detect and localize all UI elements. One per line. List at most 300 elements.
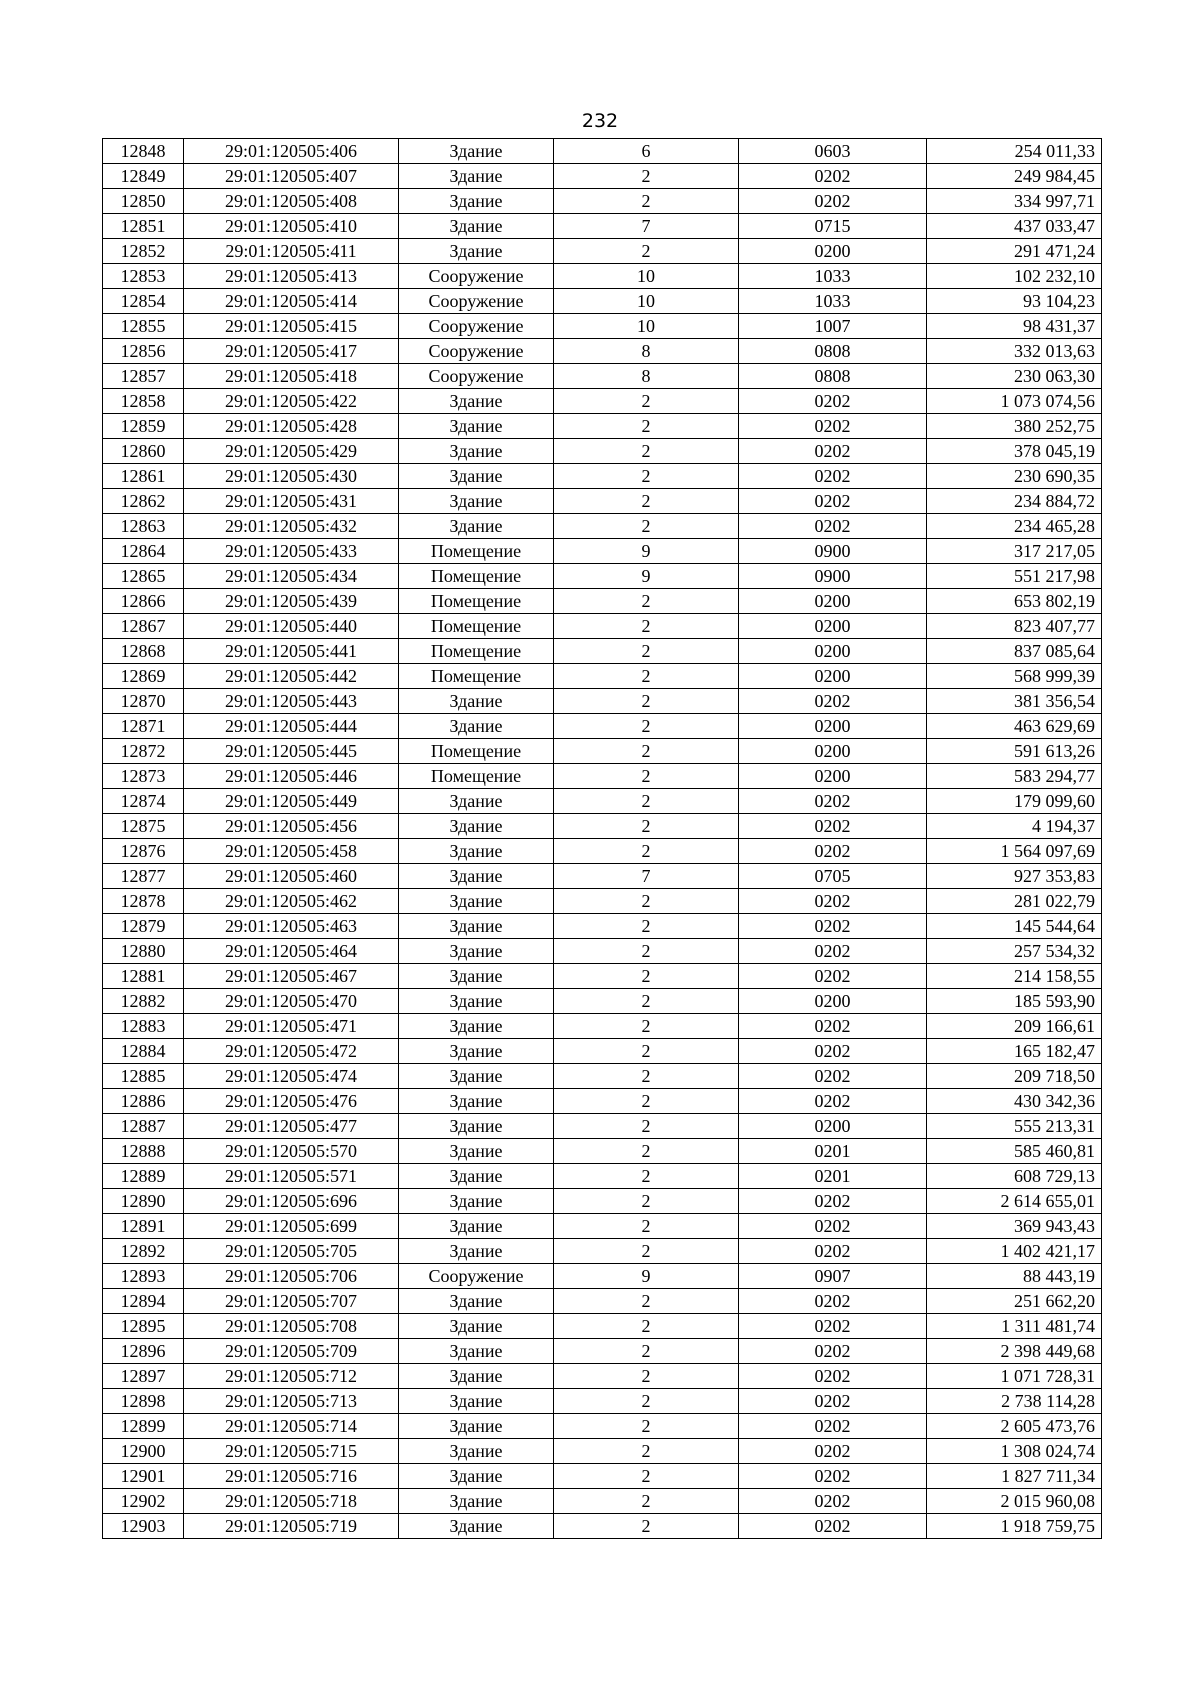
row-number-cell: 12853 bbox=[103, 264, 184, 289]
row-number-cell: 12874 bbox=[103, 789, 184, 814]
row-number-cell: 12849 bbox=[103, 164, 184, 189]
cadastral-number-cell: 29:01:120505:456 bbox=[184, 814, 399, 839]
object-type-cell: Здание bbox=[399, 1439, 554, 1464]
object-type-cell: Здание bbox=[399, 864, 554, 889]
cadastral-value-cell: 249 984,45 bbox=[927, 164, 1102, 189]
object-type-cell: Здание bbox=[399, 789, 554, 814]
cadastral-number-cell: 29:01:120505:462 bbox=[184, 889, 399, 914]
group-cell: 2 bbox=[554, 789, 739, 814]
row-number-cell: 12895 bbox=[103, 1314, 184, 1339]
object-type-cell: Здание bbox=[399, 1114, 554, 1139]
code-cell: 0202 bbox=[739, 889, 927, 914]
object-type-cell: Здание bbox=[399, 1364, 554, 1389]
table-row bbox=[103, 939, 1102, 964]
row-number-cell: 12855 bbox=[103, 314, 184, 339]
cadastral-value-cell: 185 593,90 bbox=[927, 989, 1102, 1014]
cadastral-number-cell: 29:01:120505:716 bbox=[184, 1464, 399, 1489]
row-number-cell: 12857 bbox=[103, 364, 184, 389]
code-cell: 0202 bbox=[739, 914, 927, 939]
row-number-cell: 12899 bbox=[103, 1414, 184, 1439]
cadastral-number-cell: 29:01:120505:458 bbox=[184, 839, 399, 864]
table-row bbox=[103, 889, 1102, 914]
object-type-cell: Здание bbox=[399, 1064, 554, 1089]
cadastral-value-cell: 88 443,19 bbox=[927, 1264, 1102, 1289]
row-number-cell: 12850 bbox=[103, 189, 184, 214]
table-row bbox=[103, 314, 1102, 339]
row-number-cell: 12880 bbox=[103, 939, 184, 964]
code-cell: 0808 bbox=[739, 364, 927, 389]
row-number-cell: 12883 bbox=[103, 1014, 184, 1039]
cadastral-number-cell: 29:01:120505:467 bbox=[184, 964, 399, 989]
group-cell: 2 bbox=[554, 814, 739, 839]
table-row bbox=[103, 414, 1102, 439]
code-cell: 0900 bbox=[739, 564, 927, 589]
group-cell: 2 bbox=[554, 1089, 739, 1114]
code-cell: 0202 bbox=[739, 1389, 927, 1414]
object-type-cell: Сооружение bbox=[399, 1264, 554, 1289]
code-cell: 0202 bbox=[739, 514, 927, 539]
row-number-cell: 12875 bbox=[103, 814, 184, 839]
cadastral-number-cell: 29:01:120505:441 bbox=[184, 639, 399, 664]
object-type-cell: Здание bbox=[399, 1289, 554, 1314]
table-row bbox=[103, 1364, 1102, 1389]
table-row bbox=[103, 964, 1102, 989]
table-row bbox=[103, 789, 1102, 814]
cadastral-value-cell: 2 605 473,76 bbox=[927, 1414, 1102, 1439]
cadastral-number-cell: 29:01:120505:417 bbox=[184, 339, 399, 364]
object-type-cell: Помещение bbox=[399, 589, 554, 614]
cadastral-number-cell: 29:01:120505:460 bbox=[184, 864, 399, 889]
row-number-cell: 12869 bbox=[103, 664, 184, 689]
row-number-cell: 12892 bbox=[103, 1239, 184, 1264]
code-cell: 0200 bbox=[739, 989, 927, 1014]
row-number-cell: 12900 bbox=[103, 1439, 184, 1464]
object-type-cell: Здание bbox=[399, 889, 554, 914]
code-cell: 0200 bbox=[739, 1114, 927, 1139]
cadastral-number-cell: 29:01:120505:418 bbox=[184, 364, 399, 389]
table-row bbox=[103, 364, 1102, 389]
object-type-cell: Здание bbox=[399, 714, 554, 739]
cadastral-value-cell: 254 011,33 bbox=[927, 139, 1102, 164]
cadastral-number-cell: 29:01:120505:464 bbox=[184, 939, 399, 964]
cadastral-value-cell: 608 729,13 bbox=[927, 1164, 1102, 1189]
table-row bbox=[103, 214, 1102, 239]
code-cell: 0201 bbox=[739, 1164, 927, 1189]
group-cell: 8 bbox=[554, 339, 739, 364]
table-row bbox=[103, 1089, 1102, 1114]
table-row bbox=[103, 714, 1102, 739]
code-cell: 0202 bbox=[739, 1314, 927, 1339]
code-cell: 0900 bbox=[739, 539, 927, 564]
cadastral-number-cell: 29:01:120505:449 bbox=[184, 789, 399, 814]
cadastral-value-cell: 165 182,47 bbox=[927, 1039, 1102, 1064]
cadastral-number-cell: 29:01:120505:439 bbox=[184, 589, 399, 614]
table-row bbox=[103, 1164, 1102, 1189]
cadastral-value-cell: 1 308 024,74 bbox=[927, 1439, 1102, 1464]
cadastral-value-cell: 93 104,23 bbox=[927, 289, 1102, 314]
code-cell: 0202 bbox=[739, 789, 927, 814]
object-type-cell: Здание bbox=[399, 1214, 554, 1239]
table-row bbox=[103, 489, 1102, 514]
code-cell: 0200 bbox=[739, 764, 927, 789]
table-row bbox=[103, 1189, 1102, 1214]
object-type-cell: Здание bbox=[399, 689, 554, 714]
code-cell: 0202 bbox=[739, 189, 927, 214]
object-type-cell: Здание bbox=[399, 214, 554, 239]
cadastral-number-cell: 29:01:120505:407 bbox=[184, 164, 399, 189]
row-number-cell: 12872 bbox=[103, 739, 184, 764]
object-type-cell: Здание bbox=[399, 389, 554, 414]
table-row bbox=[103, 1239, 1102, 1264]
cadastral-number-cell: 29:01:120505:463 bbox=[184, 914, 399, 939]
table-row bbox=[103, 614, 1102, 639]
code-cell: 0202 bbox=[739, 1039, 927, 1064]
cadastral-number-cell: 29:01:120505:696 bbox=[184, 1189, 399, 1214]
group-cell: 2 bbox=[554, 389, 739, 414]
object-type-cell: Сооружение bbox=[399, 289, 554, 314]
group-cell: 2 bbox=[554, 589, 739, 614]
group-cell: 2 bbox=[554, 164, 739, 189]
table-row bbox=[103, 814, 1102, 839]
group-cell: 2 bbox=[554, 1364, 739, 1389]
cadastral-number-cell: 29:01:120505:445 bbox=[184, 739, 399, 764]
cadastral-number-cell: 29:01:120505:712 bbox=[184, 1364, 399, 1389]
table-body bbox=[103, 139, 1102, 1539]
object-type-cell: Здание bbox=[399, 239, 554, 264]
code-cell: 0202 bbox=[739, 814, 927, 839]
code-cell: 0202 bbox=[739, 964, 927, 989]
cadastral-value-cell: 653 802,19 bbox=[927, 589, 1102, 614]
code-cell: 1033 bbox=[739, 289, 927, 314]
row-number-cell: 12877 bbox=[103, 864, 184, 889]
code-cell: 0202 bbox=[739, 489, 927, 514]
cadastral-number-cell: 29:01:120505:411 bbox=[184, 239, 399, 264]
table-row bbox=[103, 1064, 1102, 1089]
row-number-cell: 12887 bbox=[103, 1114, 184, 1139]
group-cell: 2 bbox=[554, 489, 739, 514]
object-type-cell: Помещение bbox=[399, 539, 554, 564]
group-cell: 2 bbox=[554, 439, 739, 464]
cadastral-value-cell: 568 999,39 bbox=[927, 664, 1102, 689]
cadastral-value-cell: 837 085,64 bbox=[927, 639, 1102, 664]
cadastral-number-cell: 29:01:120505:476 bbox=[184, 1089, 399, 1114]
table-row bbox=[103, 1139, 1102, 1164]
object-type-cell: Здание bbox=[399, 814, 554, 839]
group-cell: 2 bbox=[554, 1214, 739, 1239]
table-row bbox=[103, 264, 1102, 289]
cadastral-value-cell: 102 232,10 bbox=[927, 264, 1102, 289]
row-number-cell: 12893 bbox=[103, 1264, 184, 1289]
row-number-cell: 12888 bbox=[103, 1139, 184, 1164]
group-cell: 2 bbox=[554, 1039, 739, 1064]
code-cell: 0705 bbox=[739, 864, 927, 889]
group-cell: 10 bbox=[554, 289, 739, 314]
cadastral-number-cell: 29:01:120505:470 bbox=[184, 989, 399, 1014]
cadastral-number-cell: 29:01:120505:428 bbox=[184, 414, 399, 439]
group-cell: 8 bbox=[554, 364, 739, 389]
table-row bbox=[103, 189, 1102, 214]
row-number-cell: 12878 bbox=[103, 889, 184, 914]
cadastral-number-cell: 29:01:120505:431 bbox=[184, 489, 399, 514]
cadastral-value-table bbox=[102, 138, 1102, 1539]
cadastral-value-cell: 1 827 711,34 bbox=[927, 1464, 1102, 1489]
cadastral-number-cell: 29:01:120505:442 bbox=[184, 664, 399, 689]
group-cell: 2 bbox=[554, 1464, 739, 1489]
group-cell: 2 bbox=[554, 1139, 739, 1164]
code-cell: 0202 bbox=[739, 1014, 927, 1039]
row-number-cell: 12903 bbox=[103, 1514, 184, 1539]
object-type-cell: Здание bbox=[399, 1314, 554, 1339]
object-type-cell: Сооружение bbox=[399, 339, 554, 364]
object-type-cell: Сооружение bbox=[399, 364, 554, 389]
table-row bbox=[103, 639, 1102, 664]
code-cell: 0202 bbox=[739, 414, 927, 439]
row-number-cell: 12902 bbox=[103, 1489, 184, 1514]
row-number-cell: 12889 bbox=[103, 1164, 184, 1189]
group-cell: 2 bbox=[554, 414, 739, 439]
group-cell: 2 bbox=[554, 739, 739, 764]
cadastral-number-cell: 29:01:120505:477 bbox=[184, 1114, 399, 1139]
group-cell: 7 bbox=[554, 864, 739, 889]
cadastral-number-cell: 29:01:120505:444 bbox=[184, 714, 399, 739]
code-cell: 0202 bbox=[739, 389, 927, 414]
cadastral-number-cell: 29:01:120505:446 bbox=[184, 764, 399, 789]
cadastral-number-cell: 29:01:120505:413 bbox=[184, 264, 399, 289]
cadastral-value-cell: 209 166,61 bbox=[927, 1014, 1102, 1039]
row-number-cell: 12856 bbox=[103, 339, 184, 364]
table-row bbox=[103, 1439, 1102, 1464]
object-type-cell: Здание bbox=[399, 1414, 554, 1439]
group-cell: 2 bbox=[554, 914, 739, 939]
cadastral-number-cell: 29:01:120505:571 bbox=[184, 1164, 399, 1189]
object-type-cell: Здание bbox=[399, 939, 554, 964]
cadastral-value-cell: 230 063,30 bbox=[927, 364, 1102, 389]
code-cell: 0202 bbox=[739, 164, 927, 189]
table-row bbox=[103, 1314, 1102, 1339]
group-cell: 2 bbox=[554, 1014, 739, 1039]
group-cell: 2 bbox=[554, 839, 739, 864]
cadastral-value-cell: 214 158,55 bbox=[927, 964, 1102, 989]
cadastral-value-cell: 145 544,64 bbox=[927, 914, 1102, 939]
group-cell: 2 bbox=[554, 239, 739, 264]
object-type-cell: Помещение bbox=[399, 639, 554, 664]
cadastral-number-cell: 29:01:120505:474 bbox=[184, 1064, 399, 1089]
object-type-cell: Здание bbox=[399, 1164, 554, 1189]
group-cell: 2 bbox=[554, 1389, 739, 1414]
code-cell: 0202 bbox=[739, 1189, 927, 1214]
object-type-cell: Здание bbox=[399, 1464, 554, 1489]
object-type-cell: Здание bbox=[399, 489, 554, 514]
object-type-cell: Здание bbox=[399, 139, 554, 164]
row-number-cell: 12891 bbox=[103, 1214, 184, 1239]
cadastral-value-cell: 1 073 074,56 bbox=[927, 389, 1102, 414]
cadastral-value-cell: 291 471,24 bbox=[927, 239, 1102, 264]
cadastral-number-cell: 29:01:120505:471 bbox=[184, 1014, 399, 1039]
row-number-cell: 12863 bbox=[103, 514, 184, 539]
group-cell: 2 bbox=[554, 464, 739, 489]
table-row bbox=[103, 239, 1102, 264]
row-number-cell: 12861 bbox=[103, 464, 184, 489]
code-cell: 1007 bbox=[739, 314, 927, 339]
cadastral-value-cell: 555 213,31 bbox=[927, 1114, 1102, 1139]
group-cell: 2 bbox=[554, 964, 739, 989]
cadastral-value-cell: 209 718,50 bbox=[927, 1064, 1102, 1089]
object-type-cell: Помещение bbox=[399, 739, 554, 764]
cadastral-value-cell: 1 071 728,31 bbox=[927, 1364, 1102, 1389]
table-row bbox=[103, 1464, 1102, 1489]
row-number-cell: 12862 bbox=[103, 489, 184, 514]
code-cell: 0202 bbox=[739, 1289, 927, 1314]
cadastral-number-cell: 29:01:120505:708 bbox=[184, 1314, 399, 1339]
cadastral-value-cell: 98 431,37 bbox=[927, 314, 1102, 339]
object-type-cell: Здание bbox=[399, 1514, 554, 1539]
cadastral-value-cell: 2 738 114,28 bbox=[927, 1389, 1102, 1414]
cadastral-number-cell: 29:01:120505:430 bbox=[184, 464, 399, 489]
row-number-cell: 12858 bbox=[103, 389, 184, 414]
cadastral-number-cell: 29:01:120505:406 bbox=[184, 139, 399, 164]
cadastral-value-cell: 380 252,75 bbox=[927, 414, 1102, 439]
group-cell: 2 bbox=[554, 1514, 739, 1539]
cadastral-value-cell: 334 997,71 bbox=[927, 189, 1102, 214]
code-cell: 0202 bbox=[739, 464, 927, 489]
cadastral-value-cell: 234 465,28 bbox=[927, 514, 1102, 539]
object-type-cell: Здание bbox=[399, 1014, 554, 1039]
row-number-cell: 12859 bbox=[103, 414, 184, 439]
code-cell: 0201 bbox=[739, 1139, 927, 1164]
cadastral-number-cell: 29:01:120505:429 bbox=[184, 439, 399, 464]
cadastral-value-cell: 585 460,81 bbox=[927, 1139, 1102, 1164]
table-row bbox=[103, 864, 1102, 889]
group-cell: 2 bbox=[554, 1314, 739, 1339]
table-row bbox=[103, 464, 1102, 489]
code-cell: 0200 bbox=[739, 589, 927, 614]
table-row bbox=[103, 1489, 1102, 1514]
cadastral-number-cell: 29:01:120505:434 bbox=[184, 564, 399, 589]
group-cell: 2 bbox=[554, 189, 739, 214]
code-cell: 0202 bbox=[739, 1439, 927, 1464]
cadastral-value-cell: 823 407,77 bbox=[927, 614, 1102, 639]
object-type-cell: Здание bbox=[399, 439, 554, 464]
code-cell: 0202 bbox=[739, 1364, 927, 1389]
row-number-cell: 12848 bbox=[103, 139, 184, 164]
cadastral-number-cell: 29:01:120505:715 bbox=[184, 1439, 399, 1464]
cadastral-number-cell: 29:01:120505:709 bbox=[184, 1339, 399, 1364]
object-type-cell: Здание bbox=[399, 1189, 554, 1214]
row-number-cell: 12876 bbox=[103, 839, 184, 864]
object-type-cell: Здание bbox=[399, 989, 554, 1014]
group-cell: 2 bbox=[554, 639, 739, 664]
cadastral-value-cell: 179 099,60 bbox=[927, 789, 1102, 814]
cadastral-number-cell: 29:01:120505:570 bbox=[184, 1139, 399, 1164]
cadastral-value-cell: 2 398 449,68 bbox=[927, 1339, 1102, 1364]
code-cell: 0202 bbox=[739, 839, 927, 864]
cadastral-value-cell: 2 614 655,01 bbox=[927, 1189, 1102, 1214]
code-cell: 0200 bbox=[739, 639, 927, 664]
table-row bbox=[103, 1514, 1102, 1539]
group-cell: 9 bbox=[554, 539, 739, 564]
object-type-cell: Здание bbox=[399, 1039, 554, 1064]
object-type-cell: Здание bbox=[399, 164, 554, 189]
table-row bbox=[103, 1039, 1102, 1064]
cadastral-value-cell: 230 690,35 bbox=[927, 464, 1102, 489]
object-type-cell: Здание bbox=[399, 964, 554, 989]
row-number-cell: 12898 bbox=[103, 1389, 184, 1414]
table-row bbox=[103, 139, 1102, 164]
code-cell: 0202 bbox=[739, 1339, 927, 1364]
cadastral-value-cell: 583 294,77 bbox=[927, 764, 1102, 789]
table-row bbox=[103, 689, 1102, 714]
cadastral-number-cell: 29:01:120505:440 bbox=[184, 614, 399, 639]
cadastral-number-cell: 29:01:120505:707 bbox=[184, 1289, 399, 1314]
table-row bbox=[103, 389, 1102, 414]
group-cell: 10 bbox=[554, 264, 739, 289]
cadastral-value-cell: 369 943,43 bbox=[927, 1214, 1102, 1239]
row-number-cell: 12852 bbox=[103, 239, 184, 264]
row-number-cell: 12896 bbox=[103, 1339, 184, 1364]
row-number-cell: 12886 bbox=[103, 1089, 184, 1114]
group-cell: 2 bbox=[554, 1289, 739, 1314]
cadastral-value-cell: 551 217,98 bbox=[927, 564, 1102, 589]
group-cell: 2 bbox=[554, 989, 739, 1014]
cadastral-number-cell: 29:01:120505:699 bbox=[184, 1214, 399, 1239]
code-cell: 0603 bbox=[739, 139, 927, 164]
cadastral-number-cell: 29:01:120505:432 bbox=[184, 514, 399, 539]
row-number-cell: 12851 bbox=[103, 214, 184, 239]
cadastral-value-cell: 1 402 421,17 bbox=[927, 1239, 1102, 1264]
cadastral-number-cell: 29:01:120505:472 bbox=[184, 1039, 399, 1064]
code-cell: 0202 bbox=[739, 1239, 927, 1264]
group-cell: 2 bbox=[554, 1114, 739, 1139]
group-cell: 9 bbox=[554, 564, 739, 589]
object-type-cell: Здание bbox=[399, 414, 554, 439]
object-type-cell: Здание bbox=[399, 1489, 554, 1514]
cadastral-value-cell: 1 311 481,74 bbox=[927, 1314, 1102, 1339]
code-cell: 0202 bbox=[739, 1489, 927, 1514]
cadastral-number-cell: 29:01:120505:422 bbox=[184, 389, 399, 414]
code-cell: 0202 bbox=[739, 1064, 927, 1089]
cadastral-number-cell: 29:01:120505:705 bbox=[184, 1239, 399, 1264]
table-row bbox=[103, 739, 1102, 764]
object-type-cell: Здание bbox=[399, 1139, 554, 1164]
code-cell: 0202 bbox=[739, 439, 927, 464]
code-cell: 0808 bbox=[739, 339, 927, 364]
code-cell: 1033 bbox=[739, 264, 927, 289]
group-cell: 2 bbox=[554, 514, 739, 539]
cadastral-number-cell: 29:01:120505:433 bbox=[184, 539, 399, 564]
group-cell: 2 bbox=[554, 1439, 739, 1464]
cadastral-value-cell: 281 022,79 bbox=[927, 889, 1102, 914]
code-cell: 0200 bbox=[739, 239, 927, 264]
row-number-cell: 12873 bbox=[103, 764, 184, 789]
cadastral-value-cell: 317 217,05 bbox=[927, 539, 1102, 564]
cadastral-value-cell: 234 884,72 bbox=[927, 489, 1102, 514]
row-number-cell: 12860 bbox=[103, 439, 184, 464]
table-row bbox=[103, 514, 1102, 539]
object-type-cell: Здание bbox=[399, 189, 554, 214]
object-type-cell: Здание bbox=[399, 1089, 554, 1114]
group-cell: 2 bbox=[554, 1489, 739, 1514]
object-type-cell: Сооружение bbox=[399, 264, 554, 289]
table-row bbox=[103, 1014, 1102, 1039]
object-type-cell: Помещение bbox=[399, 614, 554, 639]
object-type-cell: Здание bbox=[399, 1339, 554, 1364]
cadastral-value-cell: 463 629,69 bbox=[927, 714, 1102, 739]
cadastral-number-cell: 29:01:120505:414 bbox=[184, 289, 399, 314]
row-number-cell: 12854 bbox=[103, 289, 184, 314]
code-cell: 0202 bbox=[739, 1089, 927, 1114]
group-cell: 2 bbox=[554, 714, 739, 739]
table-row bbox=[103, 164, 1102, 189]
